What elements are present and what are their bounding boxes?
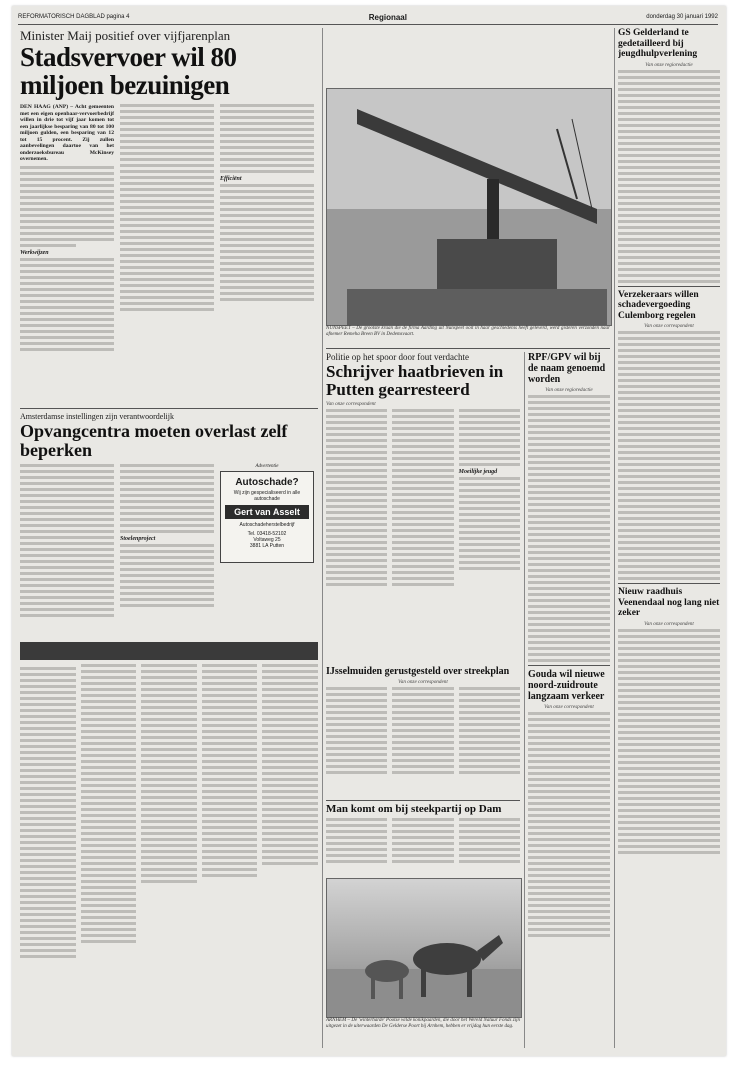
body-text-lines — [459, 687, 520, 777]
column-divider — [524, 352, 525, 1048]
main-kicker: Minister Maij positief over vijfjarenplan — [20, 28, 231, 43]
divider — [618, 583, 720, 584]
haatbrieven-article — [326, 352, 520, 662]
body-text-lines — [262, 664, 318, 691]
opvang-headline: Opvangcentra moeten overlast zelf beperken — [20, 421, 288, 460]
main-interhead: Efficiënt — [220, 176, 242, 182]
haatbrieven-kicker: Politie op het spoor door fout verdachte — [326, 352, 469, 362]
divider — [326, 348, 610, 349]
body-text-lines — [120, 464, 214, 533]
main-article — [20, 28, 318, 408]
main-lead: DEN HAAG (ANP) – Acht gemeenten met een eigen openbaar-vervoerbedrijf willen in drie tot vijf jaar komen tot een jaarlijkse besparing van 80 tot 100 miljoen gulden, een besparing van 12 tot 15 procent. Zij zullen aanbevelingen daartoe van het onderzoeksbureau McKinsey overnemen. — [20, 104, 114, 162]
ad-street: Voltaweg 25 — [253, 537, 281, 543]
body-text-lines — [81, 664, 137, 721]
body-text-lines — [326, 409, 387, 589]
veenendaal-byline: Van onze correspondent — [644, 620, 694, 627]
divider — [20, 408, 318, 409]
gs-headline: GS Gelderland te gedetailleerd bij jeugdhulpverlening — [618, 28, 698, 59]
culemborg-headline: Verzekeraars willen schadevergoeding Culemborg regelen — [618, 289, 699, 321]
body-text-lines — [262, 694, 318, 763]
body-text-lines — [262, 766, 318, 865]
rpf-byline: Van onze regioredactie — [545, 387, 593, 393]
header-section: Regionaal — [368, 12, 407, 22]
body-text-lines — [459, 409, 520, 466]
ijsselmuiden-headline: IJsselmuiden gerustgesteld over streekplan — [326, 666, 510, 677]
crane-photo — [326, 88, 612, 326]
ad-town: 3881 LA Putten — [249, 543, 285, 549]
regio-snippers-banner — [20, 642, 318, 660]
haatbrieven-headline: Schrijver haatbrieven in Putten gearresteerd — [326, 362, 504, 399]
haatbrieven-interhead: Moeilijke jeugd — [458, 469, 498, 475]
main-subhead: Werkwijzen — [20, 249, 49, 256]
body-text-lines — [120, 544, 214, 607]
crane-caption: NUNSPEET – De grootste kraan die de firma Aarding uit Nunspeet ooit in haar geschiedenis heeft geleverd, werd gisteren verzonden naar afnemer Remeha Breen BV in Dedemsvaart. — [326, 326, 610, 337]
steekpartij-headline: Man komt om bij steekpartij op Dam — [326, 804, 502, 815]
body-text-lines — [81, 724, 137, 799]
body-text-lines — [141, 664, 197, 709]
body-text-lines — [20, 464, 114, 620]
body-text-lines — [528, 712, 610, 937]
ad-label: Autoschade? — [235, 477, 299, 488]
body-text-lines — [81, 802, 137, 865]
rpf-headline: RPF/GPV wil bij de naam genoemd worden — [528, 352, 606, 385]
header-publication: REFORMATORISCH DAGBLAD pagina 4 — [18, 14, 130, 20]
right-column — [618, 28, 720, 1048]
body-text-lines — [220, 104, 314, 173]
body-text-lines — [120, 104, 214, 311]
body-text-lines — [326, 818, 387, 866]
body-text-lines — [220, 184, 314, 301]
page-header — [18, 10, 718, 25]
ad-line: Autoschadeherstelbedrijf — [239, 522, 295, 528]
opvang-article — [20, 412, 318, 640]
body-text-lines — [202, 784, 258, 877]
body-text-lines — [618, 70, 720, 283]
body-text-lines — [326, 687, 387, 777]
culemborg-byline: Van onze correspondent — [644, 323, 694, 329]
body-text-lines — [20, 895, 76, 958]
snippers-section — [20, 664, 318, 1050]
body-text-lines — [202, 706, 258, 781]
body-text-lines — [392, 409, 453, 589]
crane-illustration — [327, 89, 611, 325]
body-text-lines — [20, 166, 114, 247]
mid-column — [528, 352, 610, 1042]
horses-illustration — [327, 879, 521, 1017]
newspaper-page — [12, 6, 726, 1056]
header-date: donderdag 30 januari 1992 — [646, 14, 718, 20]
column-divider — [614, 28, 615, 1048]
body-text-lines — [528, 395, 610, 662]
body-text-lines — [459, 477, 520, 570]
autoschade-ad — [220, 471, 314, 563]
opvang-interhead: Stoelenproject — [120, 536, 156, 542]
body-text-lines — [618, 331, 720, 580]
divider — [618, 286, 720, 287]
gs-byline: Van onze regioredactie — [645, 61, 693, 68]
horses-caption: ARNHEM – De 'winterharde' Pootse wilde konikpaarden, die door het Wereld Natuur Fonds zijn uitgezet in de uiterwaarden De Gelderse Poort bij Arnhem, hebben er vrijdag hun eerste dag. — [326, 1018, 520, 1029]
divider — [528, 665, 610, 666]
column-divider — [322, 28, 323, 1048]
veenendaal-headline: Nieuw raadhuis Veenendaal nog lang niet zeker — [618, 587, 720, 618]
steekpartij-article — [326, 804, 520, 874]
ad-top-label: Advertentie — [255, 464, 279, 469]
ad-name: Gert van Asselt — [225, 505, 309, 519]
body-text-lines — [459, 818, 520, 866]
body-text-lines — [202, 664, 258, 703]
body-text-lines — [81, 868, 137, 943]
gouda-headline: Gouda wil nieuwe noord-zuidroute langzaam verkeer — [528, 669, 605, 702]
gouda-byline: Van onze correspondent — [544, 704, 594, 710]
body-text-lines — [392, 818, 453, 866]
body-text-lines — [141, 712, 197, 793]
body-text-lines — [392, 687, 453, 777]
body-text-lines — [618, 629, 720, 854]
ijsselmuiden-byline: Van onze correspondent — [398, 679, 448, 685]
opvang-kicker: Amsterdamse instellingen zijn verantwoordelijk — [20, 412, 174, 421]
body-text-lines — [141, 796, 197, 883]
body-text-lines — [20, 258, 114, 351]
body-text-lines — [20, 667, 76, 784]
ijsselmuiden-article — [326, 666, 520, 796]
body-text-lines — [20, 787, 76, 892]
ad-phone: Tel. 03418-52102 — [247, 531, 287, 537]
haatbrieven-byline: Van onze correspondent — [326, 401, 376, 407]
main-headline: Stadsvervoer wil 80 miljoen bezuinigen — [20, 42, 237, 100]
ad-tagline: Wij zijn gespecialiseerd in alle autoschade — [233, 490, 301, 502]
divider — [326, 800, 520, 801]
horses-photo — [326, 878, 522, 1018]
